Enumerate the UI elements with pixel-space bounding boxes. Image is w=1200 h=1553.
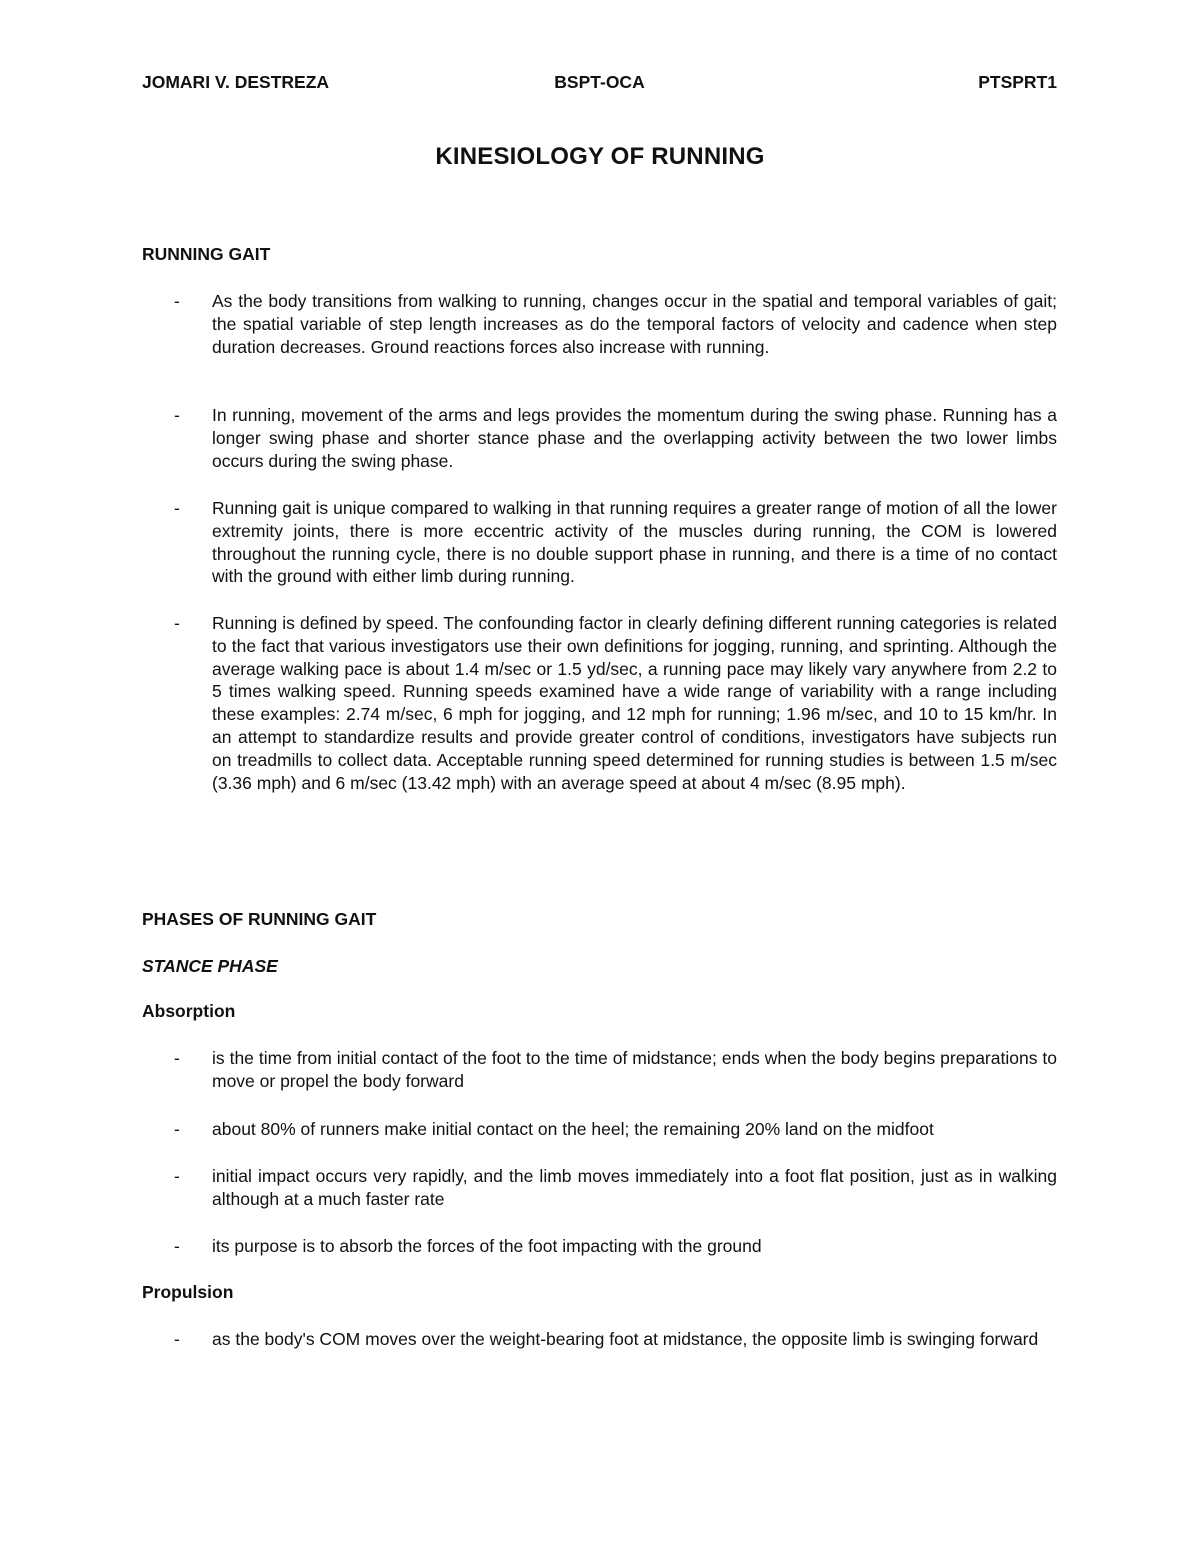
bullet-marker: - [174, 1236, 180, 1256]
list-item [142, 1235, 1057, 1258]
bullet-marker: - [174, 1119, 180, 1139]
bullet-text: is the time from initial contact of the foot to the time of midstance; ends when the body begins preparations to move or propel the body forward [212, 1048, 1057, 1091]
bullet-marker: - [174, 405, 180, 425]
page-header [142, 72, 1057, 96]
list-item [142, 1047, 1057, 1093]
bullet-marker: - [174, 613, 180, 633]
list-item [142, 404, 1057, 472]
bullet-text: In running, movement of the arms and legs provides the momentum during the swing phase. Running has a longer swing phase and shorter stance phase and the overlapping activity between the two lower limbs occurs during the swing phase. [212, 405, 1057, 471]
bullet-marker: - [174, 498, 180, 518]
bullet-text: about 80% of runners make initial contact on the heel; the remaining 20% land on the midfoot [212, 1119, 934, 1139]
heading-propulsion: Propulsion [142, 1282, 234, 1302]
bullet-text: as the body's COM moves over the weight-bearing foot at midstance, the opposite limb is swinging forward [212, 1329, 1039, 1349]
list-item [142, 612, 1057, 794]
section-heading-phases: PHASES OF RUNNING GAIT [142, 909, 377, 929]
bullet-text: initial impact occurs very rapidly, and the limb moves immediately into a foot flat position, just as in walking although at a much faster rate [212, 1166, 1057, 1209]
bullet-marker: - [174, 291, 180, 311]
bullet-text: Running is defined by speed. The confounding factor in clearly defining different running categories is related to the fact that various investigators use their own definitions for jogging, running, and sprinting. Although the average walking pace is about 1.4 m/sec or 1.5 yd/sec, a running pace may likely vary anywhere from 2.2 to 5 times walking speed. Running speeds examined have a wide range of variability with a range including these examples: 2.74 m/sec, 6 mph for jogging, and 12 mph for running; 1.96 m/sec, and 10 to 15 km/hr. In an attempt to standardize results and provide greater control of conditions, investigators have subjects run on treadmills to collect data. Acceptable running speed determined for running studies is between 1.5 m/sec (3.36 mph) and 6 m/sec (13.42 mph) with an average speed at about 4 m/sec (8.95 mph). [212, 613, 1057, 793]
heading-absorption: Absorption [142, 1001, 236, 1021]
bullet-text: As the body transitions from walking to running, changes occur in the spatial and temporal variables of gait; the spatial variable of step length increases as do the temporal factors of velocity and cadence when step duration decreases. Ground reactions forces also increase with running. [212, 291, 1057, 357]
list-item [142, 1165, 1057, 1211]
list-item [142, 290, 1057, 358]
list-item [142, 1118, 1057, 1141]
bullet-marker: - [174, 1329, 180, 1349]
bullet-marker: - [174, 1166, 180, 1186]
list-item [142, 1328, 1057, 1351]
header-program: BSPT-OCA [554, 72, 645, 92]
section-heading-running-gait: RUNNING GAIT [142, 244, 271, 264]
bullet-text: Running gait is unique compared to walking in that running requires a greater range of motion of all the lower extremity joints, there is more eccentric activity of the muscles during running, the COM is lowered throughout the running cycle, there is no double support phase in running, and there is a time of no contact with the ground with either limb during running. [212, 498, 1057, 587]
list-item [142, 497, 1057, 588]
header-course: PTSPRT1 [978, 72, 1057, 92]
header-author: JOMARI V. DESTREZA [142, 72, 330, 92]
subheading-stance-phase: STANCE PHASE [142, 956, 278, 976]
bullet-marker: - [174, 1048, 180, 1068]
bullet-text: its purpose is to absorb the forces of the foot impacting with the ground [212, 1236, 762, 1256]
document-title: KINESIOLOGY OF RUNNING [435, 143, 765, 170]
